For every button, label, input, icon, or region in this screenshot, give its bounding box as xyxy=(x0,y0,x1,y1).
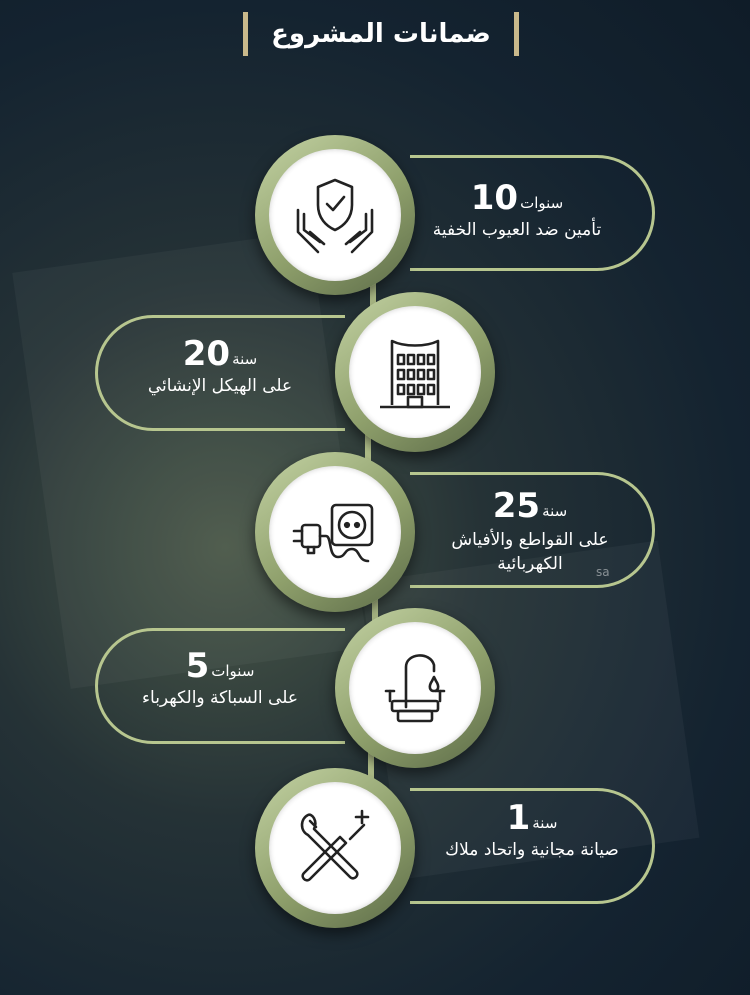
item-number: 1 xyxy=(506,798,531,838)
item-number: 25 xyxy=(492,486,541,526)
faucet-icon xyxy=(370,643,460,733)
item-unit: سنوات xyxy=(520,194,564,212)
item-description: على القواطع والأفياش الكهربائية xyxy=(451,530,609,574)
title-frame xyxy=(243,12,519,56)
item-unit: سنوات xyxy=(211,662,255,680)
item-icon-circle xyxy=(335,292,495,452)
item-info xyxy=(422,800,642,860)
item-unit: سنة xyxy=(542,502,568,520)
building-icon xyxy=(370,327,460,417)
plug-socket-icon xyxy=(288,487,382,577)
item-icon-circle xyxy=(335,608,495,768)
item-icon-circle xyxy=(255,452,415,612)
item-icon-circle xyxy=(255,768,415,928)
item-info xyxy=(430,488,630,576)
item-icon-circle xyxy=(255,135,415,295)
item-unit: سنة xyxy=(532,814,558,832)
item-number: 20 xyxy=(182,334,231,374)
item-description: على الهيكل الإنشائي xyxy=(147,376,293,396)
hands-shield-icon xyxy=(290,170,380,260)
tools-icon xyxy=(290,803,380,893)
watermark: sa xyxy=(596,565,610,579)
item-info xyxy=(120,648,320,708)
item-info xyxy=(120,336,320,396)
item-info xyxy=(432,180,602,240)
item-number: 10 xyxy=(470,178,519,218)
item-description: على السباكة والكهرباء xyxy=(142,688,298,708)
item-unit: سنة xyxy=(232,350,258,368)
item-number: 5 xyxy=(185,646,210,686)
page-title: ضمانات المشروع xyxy=(271,19,491,49)
item-description: تأمين ضد العيوب الخفية xyxy=(432,220,602,240)
item-description: صيانة مجانية واتحاد ملاك xyxy=(445,840,619,860)
